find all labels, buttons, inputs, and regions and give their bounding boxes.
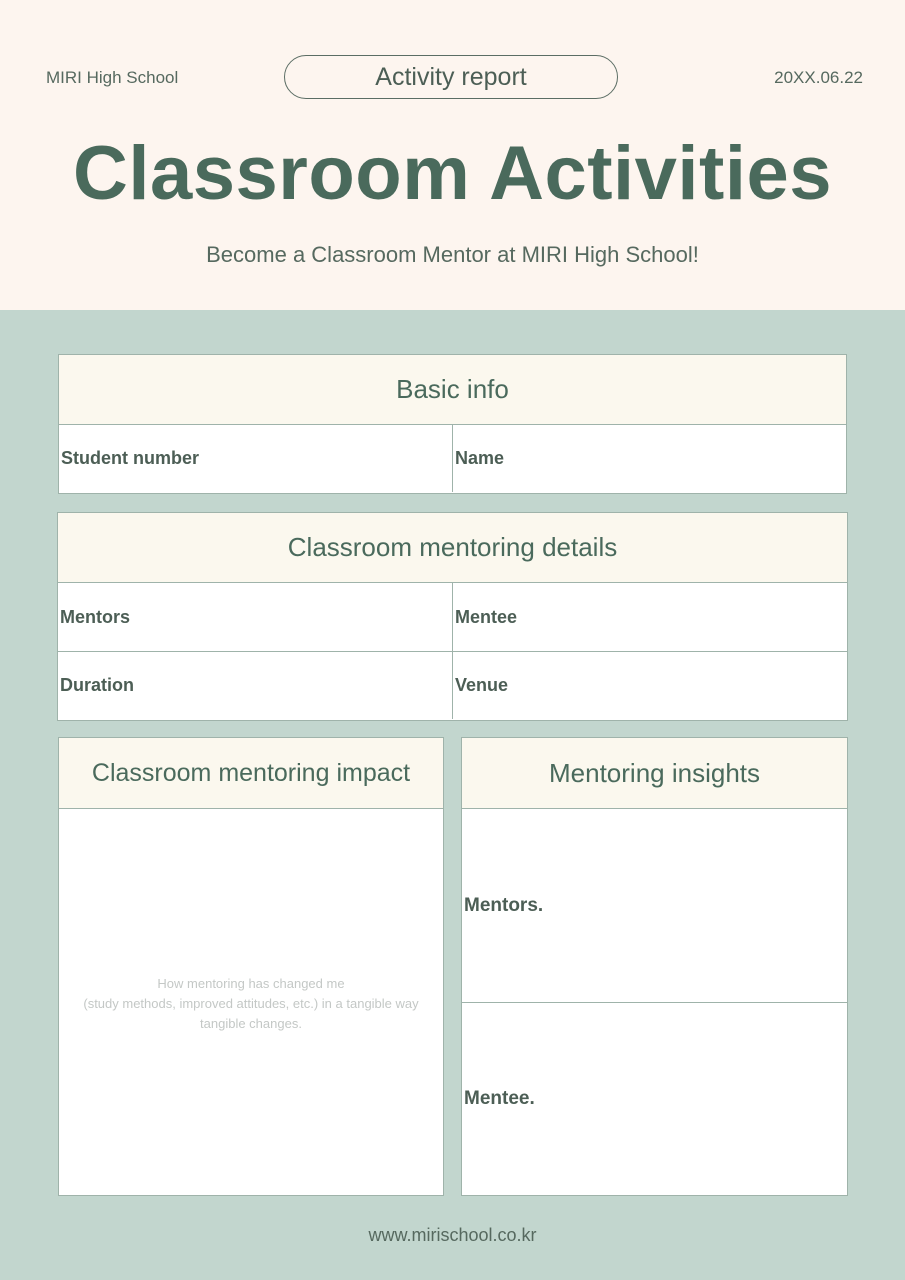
mentors-field[interactable] (58, 583, 452, 651)
name-field[interactable] (452, 425, 846, 492)
venue-field[interactable] (452, 652, 847, 719)
impact-placeholder-line: tangible changes. (200, 1016, 302, 1031)
venue-label: Venue (455, 675, 509, 695)
impact-placeholder-line: How mentoring has changed me (157, 976, 345, 991)
report-date: 20XX.06.22 (774, 68, 863, 87)
mentoring-details-heading: Classroom mentoring details (58, 513, 847, 583)
name-label: Name (455, 448, 505, 468)
duration-field[interactable] (58, 652, 452, 719)
duration-label: Duration (60, 675, 134, 695)
impact-placeholder (59, 974, 443, 1034)
mentoring-impact-heading: Classroom mentoring impact (59, 738, 443, 809)
mentors-label: Mentors (60, 606, 131, 627)
mentors-insight-field[interactable] (462, 809, 847, 1003)
mentoring-impact-section (58, 737, 444, 1196)
report-label-pill (284, 55, 618, 99)
report-label: Activity report (375, 62, 527, 91)
mentoring-details-section (57, 512, 848, 721)
impact-placeholder-line: (study methods, improved attitudes, etc.) in a tangible way (83, 996, 419, 1011)
page-subtitle: Become a Classroom Mentor at MIRI High School! (206, 242, 699, 267)
school-name: MIRI High School (46, 68, 179, 87)
footer-url[interactable]: www.mirischool.co.kr (368, 1225, 537, 1245)
basic-info-heading: Basic info (59, 355, 846, 425)
student-number-label: Student number (61, 448, 199, 468)
page-title: Classroom Activities (72, 131, 832, 216)
header-banner (0, 0, 905, 310)
mentoring-insights-section (461, 737, 848, 1196)
mentee-insight-field[interactable] (462, 1003, 847, 1194)
mentee-insight-label: Mentee. (464, 1087, 535, 1109)
mentoring-insights-heading: Mentoring insights (462, 738, 847, 809)
basic-info-section (58, 354, 847, 494)
student-number-field[interactable] (59, 425, 452, 492)
mentors-insight-label: Mentors. (464, 894, 544, 916)
mentee-field[interactable] (452, 583, 847, 651)
mentoring-impact-textarea[interactable] (59, 809, 443, 1194)
mentee-label: Mentee (455, 606, 518, 627)
